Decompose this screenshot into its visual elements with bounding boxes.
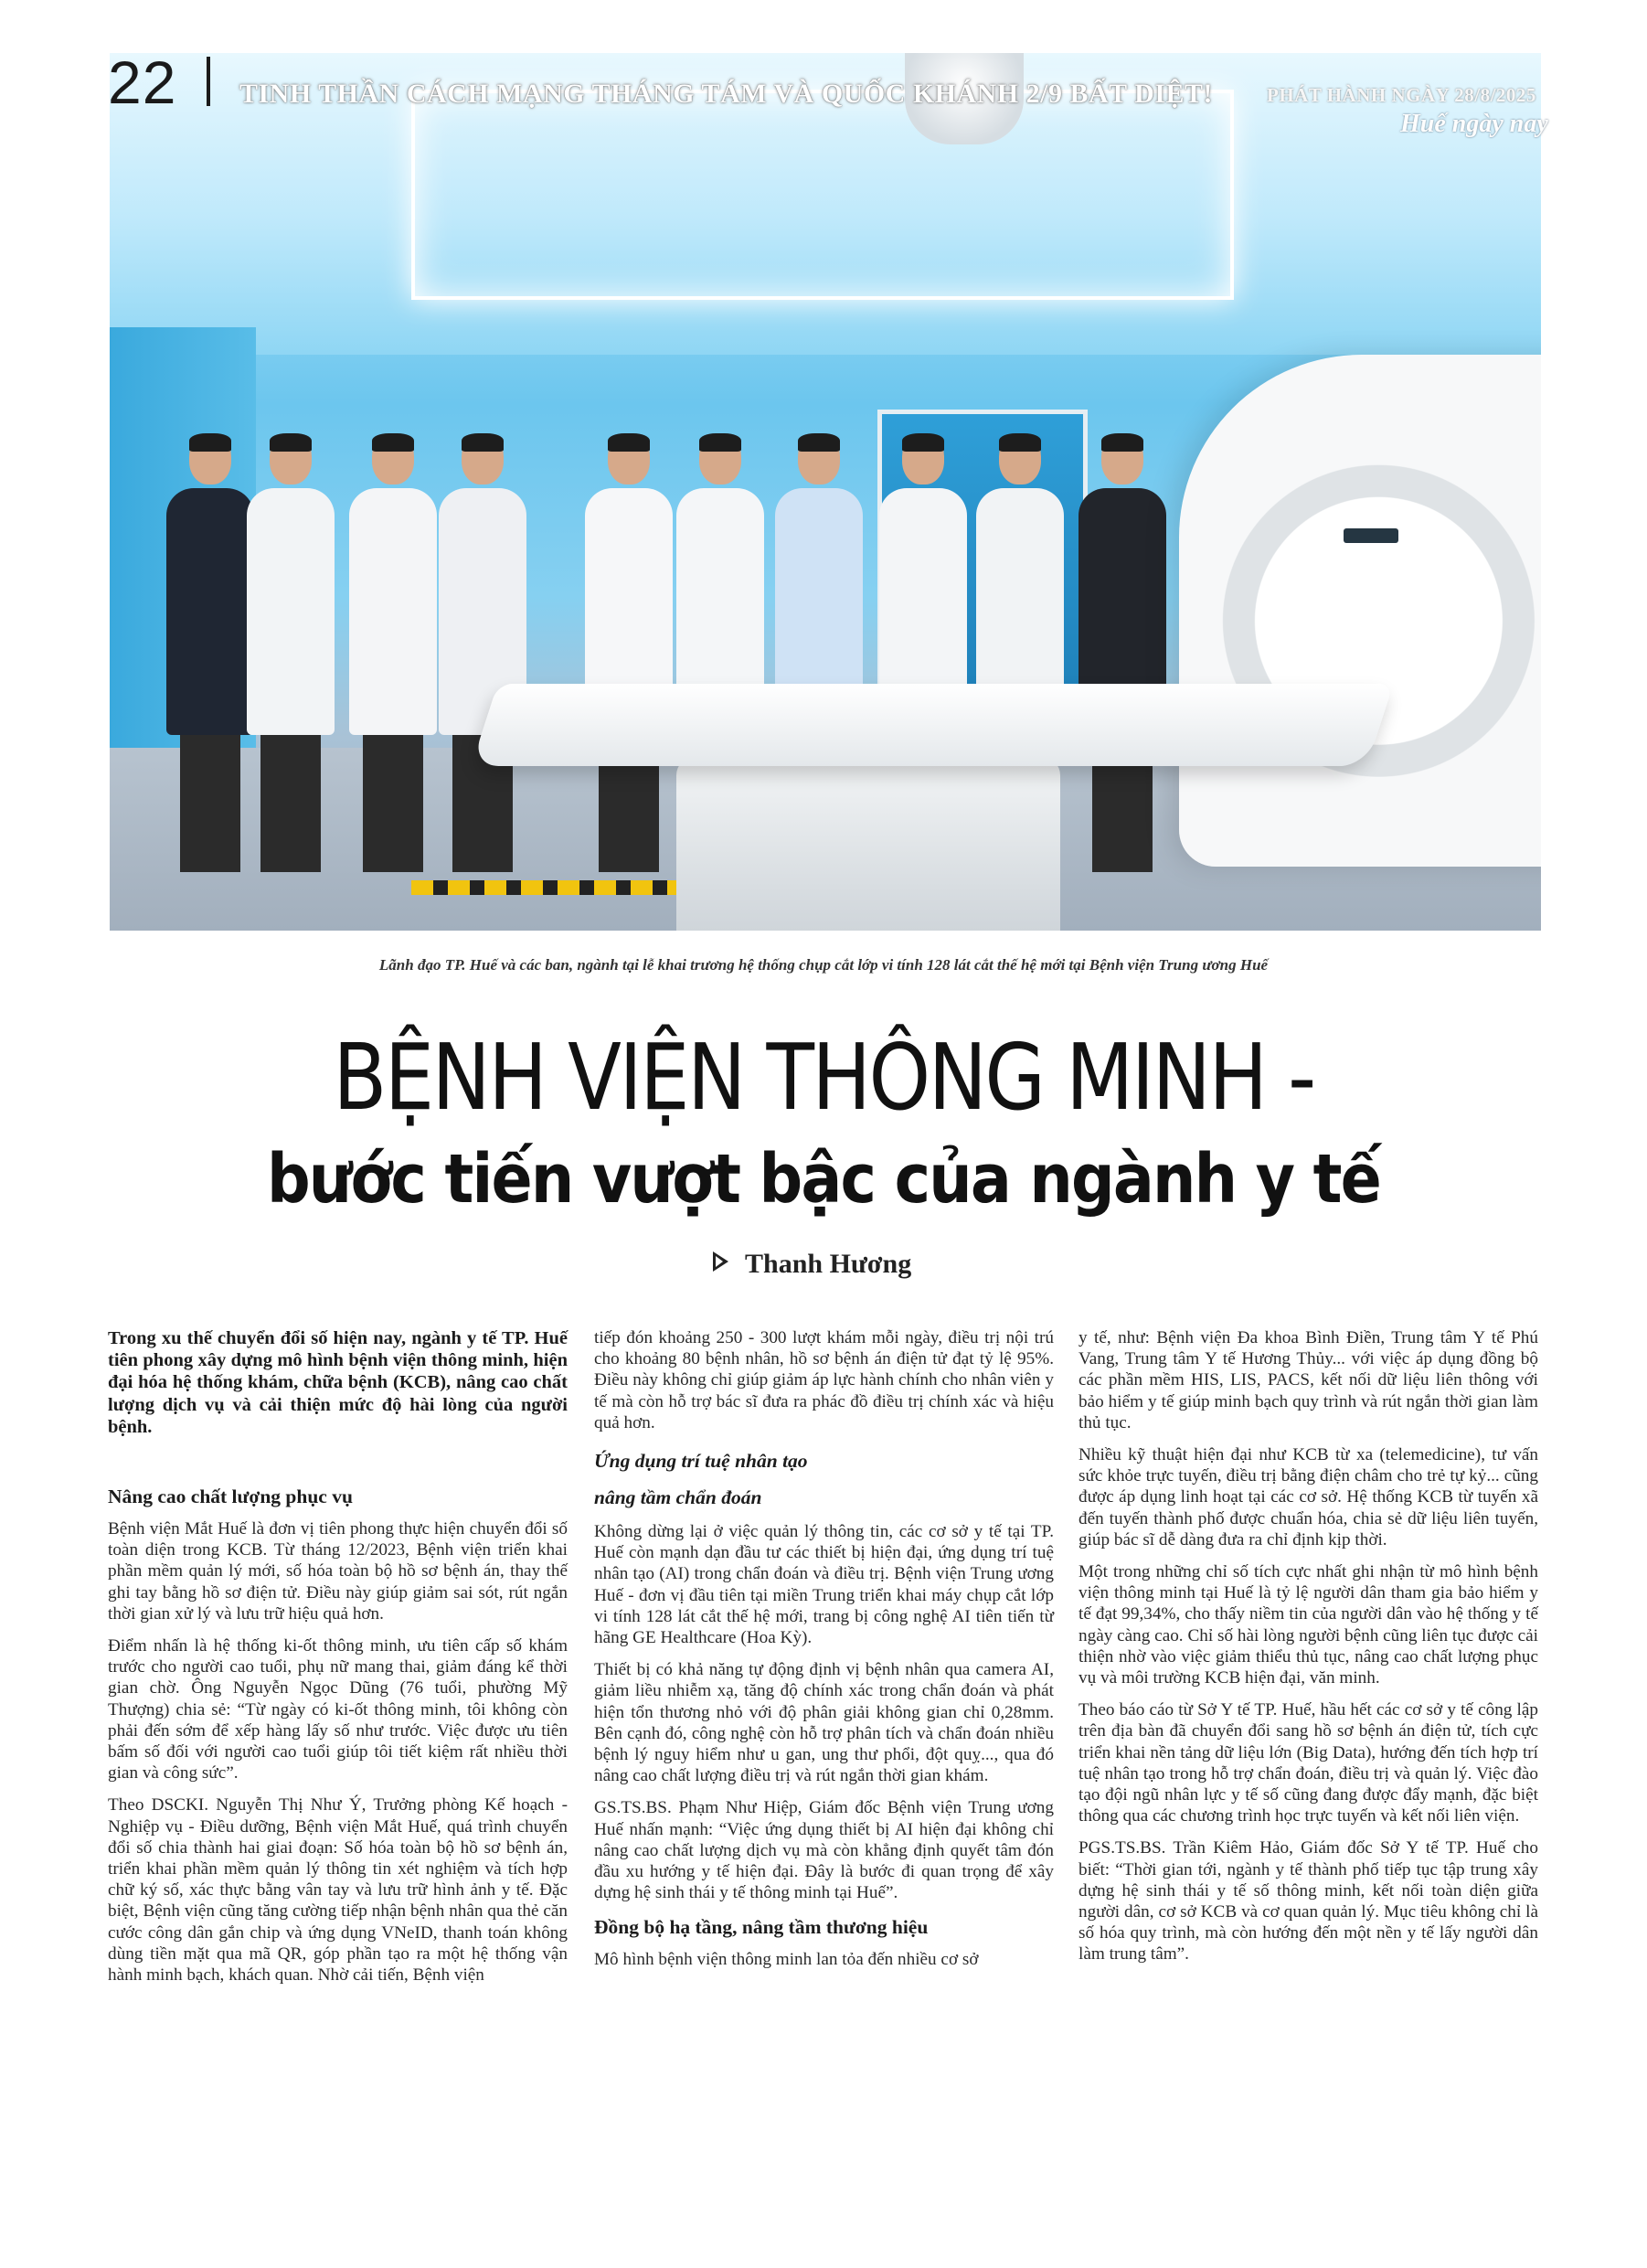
paragraph: Không dừng lại ở việc quản lý thông tin, các cơ sở y tế tại TP. Huế còn mạnh dạn đầu tư các thiết bị hiện đại, ứng dụng trí tuệ nhân tạo (AI) trong chẩn đoán và điều trị. Bệnh viện Trung ương Huế - đơn vị đầu tiên tại miền Trung triển khai máy chụp cắt lớp vi tính 128 lát cắt thế hệ mới, trang bị công nghệ AI tiên tiến từ hãng GE Healthcare (Hoa Kỳ). xyxy=(594,1522,1054,1648)
paragraph: Điểm nhấn là hệ thống ki-ốt thông minh, ưu tiên cấp số khám trước cho người cao tuổi, phụ nữ mang thai, giảm đáng kể thời gian chờ. Ông Nguyễn Ngọc Dũng (76 tuổi, phường Mỹ Thượng) chia sẻ: “Từ ngày có ki-ốt thông minh, tôi không còn phải đến sớm để xếp hàng lấy số như trước. Việc được ưu tiên bấm số đối với người cao tuổi giúp tôi tiết kiệm rất nhiều thời gian và công sức”. xyxy=(108,1636,568,1784)
paragraph: PGS.TS.BS. Trần Kiêm Hảo, Giám đốc Sở Y tế TP. Huế cho biết: “Thời gian tới, ngành y tế thành phố tiếp tục tập trung xây dựng hệ sinh thái y tế số thông minh, kết nối toàn diện giữa người dân, cơ sở KCB và cơ quan quản lý. Mục tiêu không chỉ là số hóa quy trình, mà còn hướng đến một nền y tế lấy người dân làm trung tâm”. xyxy=(1079,1838,1538,1965)
paper-logo: Huế ngày nay xyxy=(1400,110,1548,138)
subhead-ai-line1: Ứng dụng trí tuệ nhân tạo xyxy=(594,1450,808,1473)
person-4 xyxy=(439,433,526,872)
headline-line1: BỆNH VIỆN THÔNG MINH - xyxy=(333,1024,1314,1131)
release-date: PHÁT HÀNH NGÀY 28/8/2025 xyxy=(1267,84,1536,106)
paragraph: y tế, như: Bệnh viện Đa khoa Bình Điền, Trung tâm Y tế Phú Vang, Trung tâm Y tế Hương Thủy... với việc áp dụng đồng bộ các phần mềm HIS, LIS, PACS, kết nối dữ liệu liên thông với bảo hiểm y tế giúp minh bạch quy trình và rút ngắn thời gian làm thủ tục. xyxy=(1079,1328,1538,1432)
author-name: Thanh Hương xyxy=(745,1249,912,1279)
column-1 xyxy=(108,1327,568,1996)
person-10 xyxy=(1079,433,1166,872)
person-5 xyxy=(585,433,673,872)
scanner-table xyxy=(471,684,1393,766)
scanner-table-base xyxy=(676,757,1060,931)
photo-caption: Lãnh đạo TP. Huế và các ban, ngành tại lễ khai trương hệ thống chụp cắt lớp vi tính 128 lát cắt thế hệ mới tại Bệnh viện Trung ương Huế xyxy=(378,956,1269,974)
person-2 xyxy=(247,433,335,872)
lede: Trong xu thế chuyển đổi số hiện nay, ngành y tế TP. Huế tiên phong xây dựng mô hình bệnh viện thông minh, hiện đại hóa hệ thống khám, chữa bệnh (KCB), nâng cao chất lượng dịch vụ và cải thiện mức độ hài lòng của người bệnh. xyxy=(108,1328,568,1437)
page-number: 22 xyxy=(108,48,177,116)
paragraph: Mô hình bệnh viện thông minh lan tỏa đến nhiều cơ sở xyxy=(594,1950,979,1970)
ceiling-light-panel xyxy=(411,90,1234,300)
paragraph: GS.TS.BS. Phạm Như Hiệp, Giám đốc Bệnh viện Trung ương Huế nhấn mạnh: “Việc ứng dụng thiết bị AI hiện đại không chỉ nâng cao chất lượng dịch vụ mà còn khẳng định quyết tâm đón đầu xu hướng y tế hiện đại. Đây là bước đi quan trọng để xây dựng hệ sinh thái y tế thông minh tại Huế”. xyxy=(594,1798,1054,1903)
paragraph: Theo báo cáo từ Sở Y tế TP. Huế, hầu hết các cơ sở y tế công lập trên địa bàn đã chuyển đổi sang hồ sơ bệnh án điện tử, tích cực triển khai nền tảng dữ liệu lớn (Big Data), hướng đến tích hợp trí tuệ nhân tạo trong hỗ trợ chẩn đoán, điều trị và quản lý. Việc đào tạo đội ngũ nhân lực y tế số cũng đang được đẩy mạnh, đặc biệt thông qua các chương trình học trực tuyến và kết nối liên viện. xyxy=(1079,1700,1538,1826)
person-3 xyxy=(349,433,437,872)
slogan: TINH THẦN CÁCH MẠNG THÁNG TÁM VÀ QUỐC KHÁNH 2/9 BẤT DIỆT! xyxy=(239,79,1213,109)
paragraph: Theo DSCKI. Nguyễn Thị Như Ý, Trưởng phòng Kế hoạch - Nghiệp vụ - Điều dưỡng, Bệnh viện Mắt Huế, quá trình chuyển đổi số chia thành hai giai đoạn: Số hóa toàn bộ hồ sơ bệnh án, triển khai phần mềm quản lý thông tin xét nghiệm và tích hợp chữ ký số, xác thực bằng vân tay và lưu trữ hình ảnh y tế. Đặc biệt, Bệnh viện cũng tăng cường tiếp nhận bệnh nhân qua thẻ căn cước công dân gắn chip và ứng dụng VNeID, thanh toán không dùng tiền mặt qua mã QR, góp phần tạo ra một hệ thống vận hành minh bạch, khách quan. Nhờ cải tiến, Bệnh viện xyxy=(108,1795,568,1986)
paragraph: Bệnh viện Mắt Huế là đơn vị tiên phong thực hiện chuyển đổi số toàn diện trong KCB. Từ tháng 12/2023, Bệnh viện triển khai phần mềm quản lý mới, số hóa toàn bộ hồ sơ bệnh án, thay thế ghi tay bằng hồ sơ điện tử. Điều này giúp giảm sai sót, rút ngắn thời gian xử lý và lưu trữ hiệu quả hơn. xyxy=(108,1519,568,1624)
paragraph: tiếp đón khoảng 250 - 300 lượt khám mỗi ngày, điều trị nội trú cho khoảng 80 bệnh nhân, hồ sơ bệnh án điện tử đạt tỷ lệ 95%. Điều này không chỉ giúp giảm áp lực hành chính cho nhân viên y tế mà còn hỗ trợ bác sĩ đưa ra phác đồ điều trị chính xác và hiệu quả hơn. xyxy=(594,1328,1054,1432)
article-photo xyxy=(110,53,1541,931)
play-triangle-icon xyxy=(713,1251,728,1272)
person-1 xyxy=(166,433,254,872)
column-2 xyxy=(594,1327,1054,1982)
headline-line2: bước tiến vượt bậc của ngành y tế xyxy=(266,1140,1381,1219)
column-3 xyxy=(1079,1327,1538,1976)
subhead-service-quality: Nâng cao chất lượng phục vụ xyxy=(108,1485,353,1508)
paragraph: Thiết bị có khả năng tự động định vị bệnh nhân qua camera AI, giảm liều nhiễm xạ, tăng độ chính xác trong chẩn đoán và phát hiện tổn thương nhỏ với độ phân giải không gian chỉ 0,28mm. Bên cạnh đó, công nghệ còn hỗ trợ phân tích và chẩn đoán nhiều bệnh lý nguy hiểm như u gan, ung thư phổi, đột quỵ..., qua đó nâng cao chất lượng điều trị và rút ngắn thời gian khám. xyxy=(594,1660,1054,1786)
paragraph: Một trong những chỉ số tích cực nhất ghi nhận từ mô hình bệnh viện thông minh tại Huế là tỷ lệ người dân tham gia bảo hiểm y tế đạt 99,34%, cho thấy niềm tin của người dân vào hệ thống y tế ngày càng cao. Chỉ số hài lòng người bệnh cũng liên tục được cải thiện nhờ vào việc giảm thiểu thủ tục, nâng cao chất lượng phục vụ và môi trường KCB hiện đại, văn minh. xyxy=(1079,1562,1538,1688)
scanner-display xyxy=(1344,528,1398,543)
paragraph: Nhiều kỹ thuật hiện đại như KCB từ xa (telemedicine), tư vấn sức khỏe trực tuyến, điều trị bằng điện châm cho trẻ tự kỷ... cũng được áp dụng linh hoạt tại các cơ sở. Hệ thống KCB từ tuyến xã đến tuyến thành phố được chuẩn hóa, chia sẻ dữ liệu liên tuyến, giúp bác sĩ dễ dàng đưa ra chỉ định kịp thời. xyxy=(1079,1445,1538,1549)
subhead-ai-line2: nâng tầm chẩn đoán xyxy=(594,1486,762,1509)
byline xyxy=(713,1249,911,1280)
ct-scanner xyxy=(1179,355,1541,867)
page-number-divider xyxy=(207,57,210,106)
subhead-infrastructure: Đồng bộ hạ tầng, nâng tầm thương hiệu xyxy=(594,1916,929,1939)
